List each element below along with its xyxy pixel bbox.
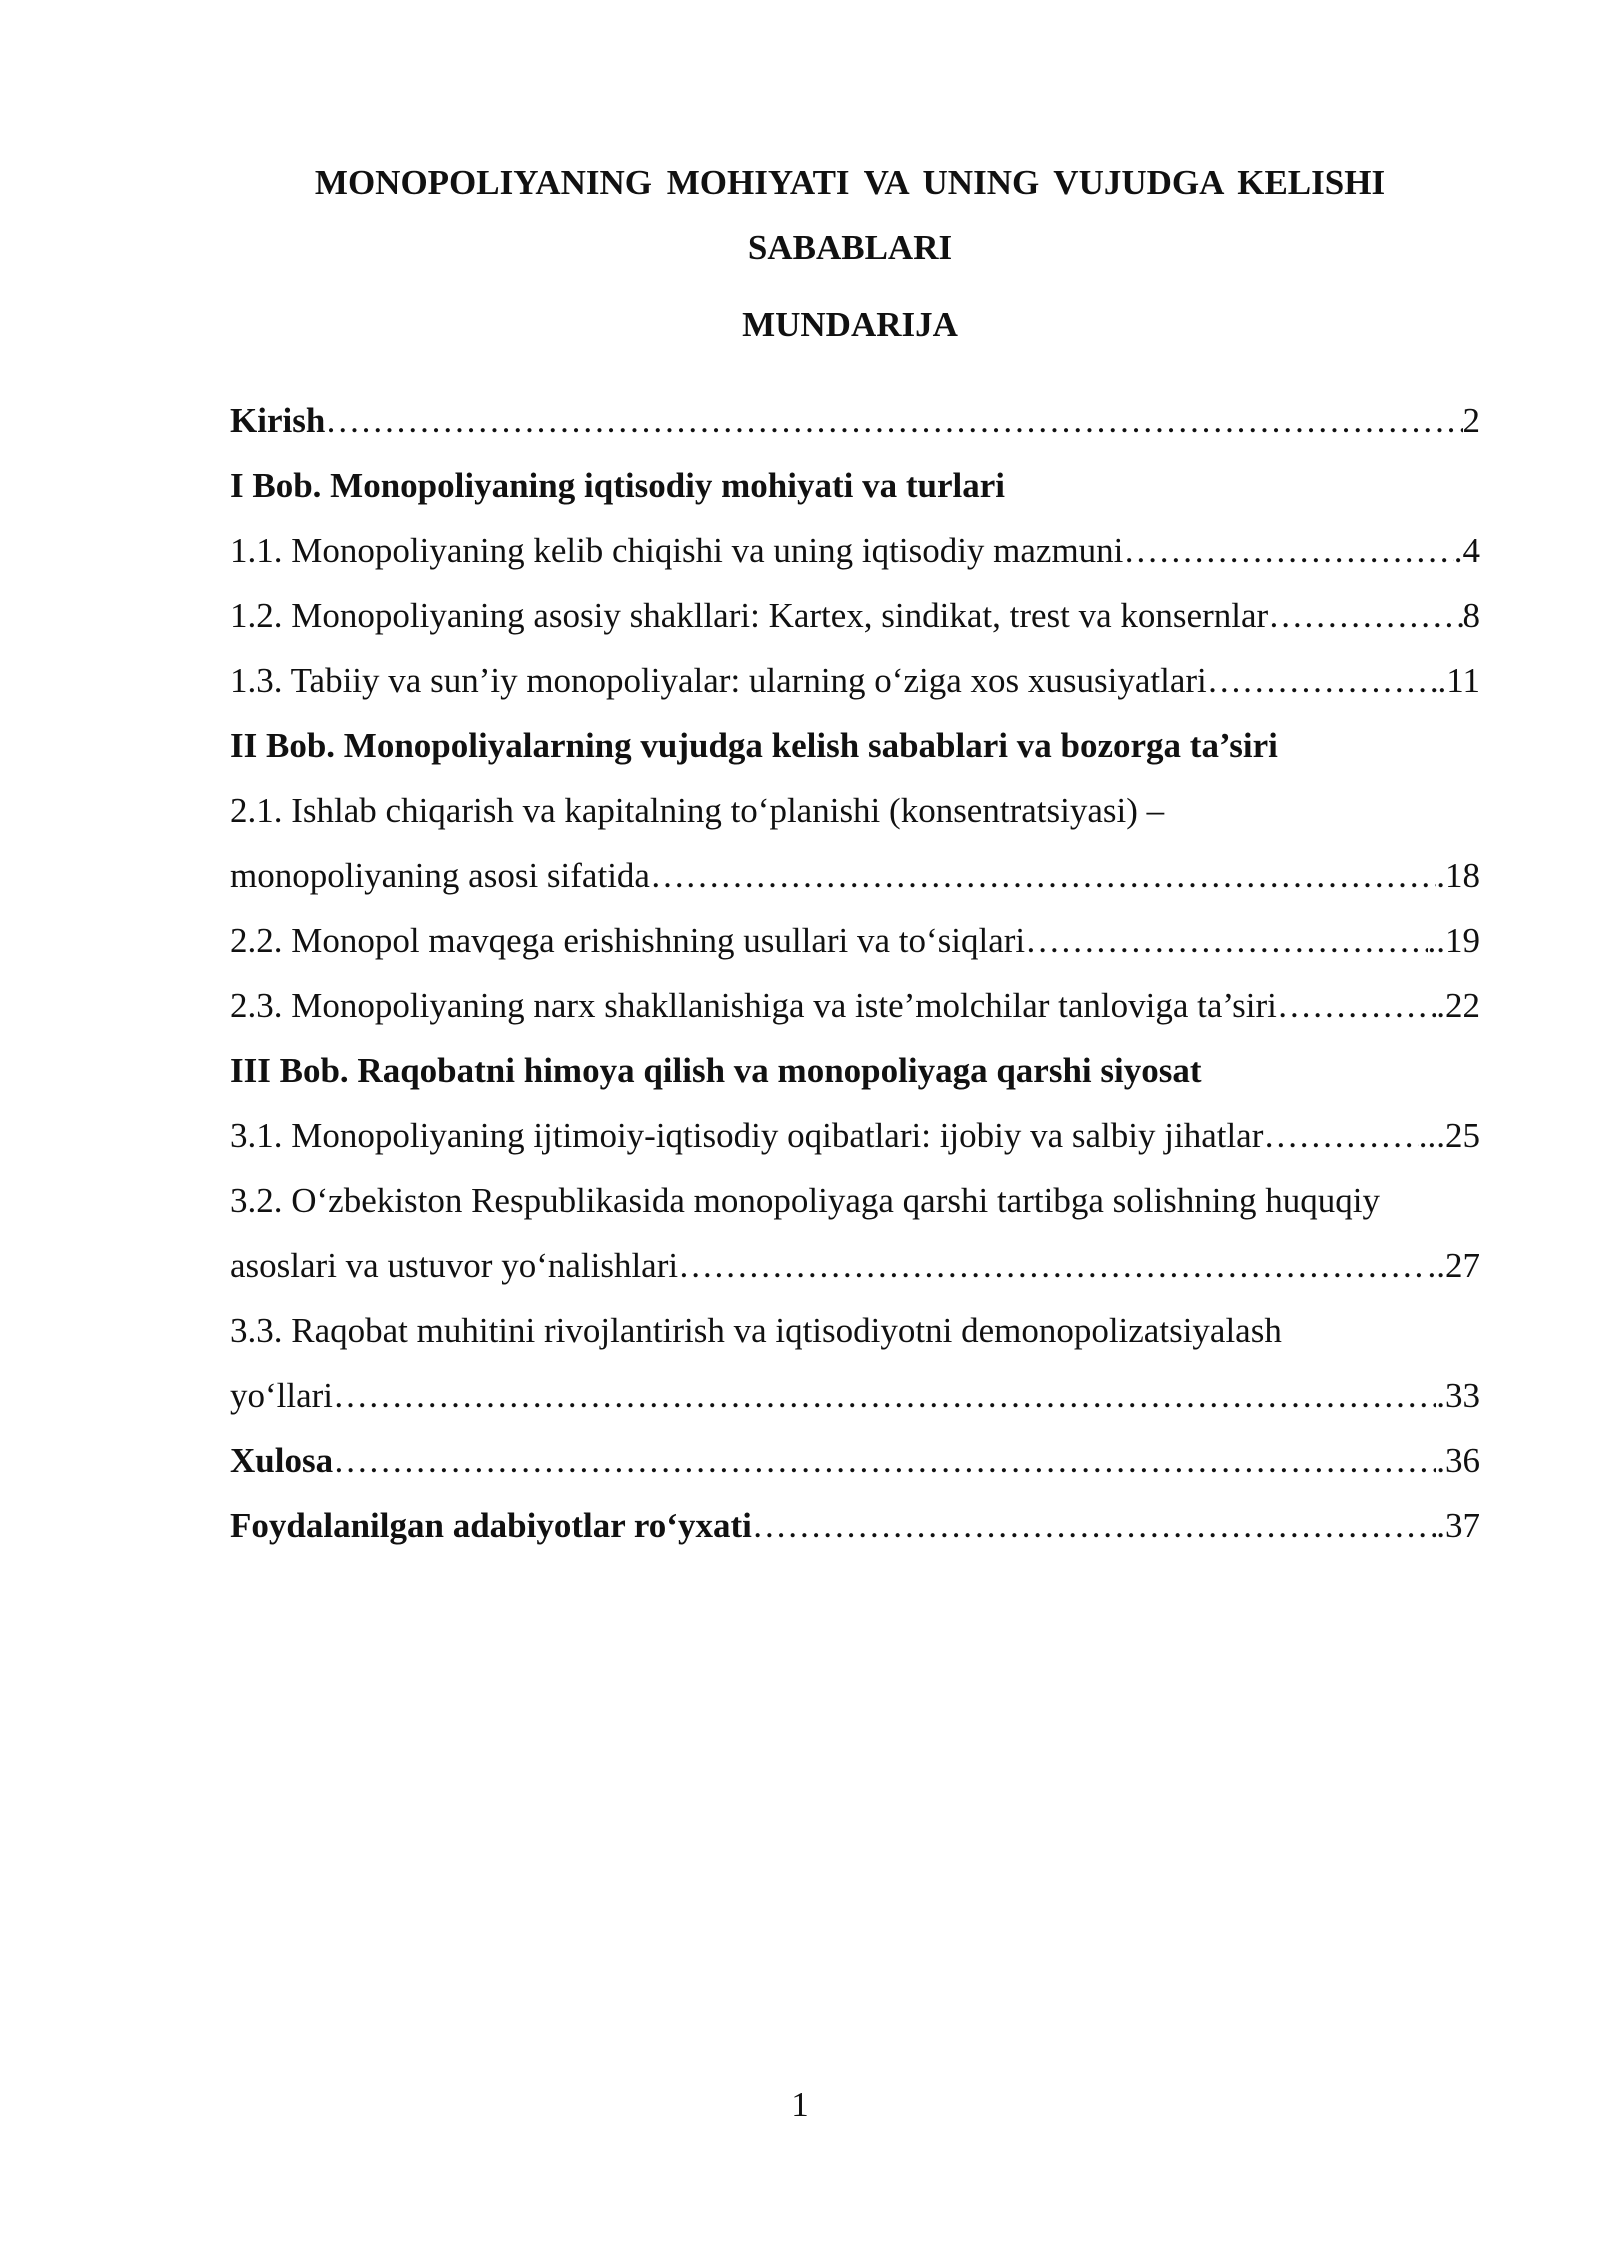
toc-dot-leader (1123, 518, 1453, 583)
toc-entry-1-2 (230, 583, 1480, 648)
toc-dot-leader (1277, 973, 1436, 1038)
toc-chapter-2: II Bob. Monopoliyalarning vujudga kelish sabablari va bozorga ta’siri (230, 726, 1278, 765)
toc-entry-label: 1.3. Tabiiy va sun’iy monopoliyalar: ularning o‘ziga xos xususiyatlari (230, 661, 1207, 700)
toc-chapter-3: III Bob. Raqobatni himoya qilish va monopoliyaga qarshi siyosat (230, 1051, 1202, 1090)
toc-entry-label: monopoliyaning asosi sifatida (230, 856, 650, 895)
toc-entry-kirish (230, 388, 1480, 453)
toc-dot-leader (678, 1233, 1427, 1298)
toc-page-number: 8 (1462, 596, 1480, 635)
toc-entry-label: 2.2. Monopol mavqega erishishning usullari va to‘siqlari (230, 921, 1026, 960)
toc-page-number: .4 (1453, 531, 1480, 570)
toc-page-number: ..27 (1427, 1246, 1480, 1285)
toc-dot-leader (1207, 648, 1438, 713)
toc-dot-leader (752, 1493, 1436, 1558)
toc-entry-2-1 (230, 843, 1480, 908)
toc-entry-label: asoslari va ustuvor yo‘nalishlari (230, 1246, 679, 1285)
toc-dot-leader (1268, 583, 1462, 648)
document-title (230, 150, 1470, 280)
toc-page-number: .33 (1436, 1376, 1480, 1415)
toc-entry-2-3 (230, 973, 1480, 1038)
toc-dot-leader (1263, 1103, 1418, 1168)
toc-page-number: .36 (1436, 1441, 1480, 1480)
toc-entry-label: Xulosa (230, 1441, 334, 1480)
toc-entry-2-2 (230, 908, 1480, 973)
toc-dot-leader (333, 1428, 1436, 1493)
toc-page-number: .18 (1436, 856, 1480, 895)
toc-entry-2-1-line-1: 2.1. Ishlab chiqarish va kapitalning to‘planishi (konsentratsiyasi) – (230, 791, 1165, 830)
toc-dot-leader (325, 388, 1462, 453)
toc-entry-label: 2.3. Monopoliyaning narx shakllanishiga va iste’molchilar tanloviga ta’siri (230, 986, 1277, 1025)
toc-dot-leader (333, 1363, 1436, 1428)
toc-entry-label: Foydalanilgan adabiyotlar ro‘yxati (230, 1506, 752, 1545)
toc-entry-label: Kirish (230, 401, 326, 440)
toc-heading: MUNDARIJA (742, 305, 958, 344)
toc-entry-1-3 (230, 648, 1480, 713)
toc-page-number: .37 (1436, 1506, 1480, 1545)
toc-entry-label: 1.2. Monopoliyaning asosiy shakllari: Kartex, sindikat, trest va konsernlar (230, 596, 1269, 635)
toc-entry-3-3 (230, 1363, 1480, 1428)
toc-page-number: .11 (1437, 661, 1480, 700)
toc-dot-leader (650, 843, 1436, 908)
document-title-line-1: MONOPOLIYANING MOHIYATI VA UNING VUJUDGA KELISHI (314, 163, 1386, 202)
toc-entry-label: 1.1. Monopoliyaning kelib chiqishi va uning iqtisodiy mazmuni (230, 531, 1124, 570)
toc-entry-label: 3.1. Monopoliyaning ijtimoiy-iqtisodiy oqibatlari: ijobiy va salbiy jihatlar (230, 1116, 1264, 1155)
toc-entry-3-1 (230, 1103, 1480, 1168)
page-number: 1 (791, 2085, 809, 2124)
toc-entry-label: yo‘llari (230, 1376, 334, 1415)
toc-entry-xulosa (230, 1428, 1480, 1493)
toc-entry-1-1 (230, 518, 1480, 583)
toc-entry-3-2-line-1: 3.2. O‘zbekiston Respublikasida monopoliyaga qarshi tartibga solishning huquqiy (230, 1181, 1380, 1220)
toc-entry-3-3-line-1: 3.3. Raqobat muhitini rivojlantirish va iqtisodiyotni demonopolizatsiyalash (230, 1311, 1282, 1350)
toc-page-number: ...25 (1418, 1116, 1480, 1155)
document-title-line-2: SABABLARI (747, 228, 953, 267)
toc-entry-3-2 (230, 1233, 1480, 1298)
toc-page-number: 2 (1462, 401, 1480, 440)
toc-entry-references (230, 1493, 1480, 1558)
toc-page-number: ..19 (1427, 921, 1480, 960)
table-of-contents (230, 388, 1480, 1558)
toc-chapter-1: I Bob. Monopoliyaning iqtisodiy mohiyati va turlari (230, 466, 1005, 505)
toc-dot-leader (1025, 908, 1427, 973)
toc-page-number: .22 (1436, 986, 1480, 1025)
